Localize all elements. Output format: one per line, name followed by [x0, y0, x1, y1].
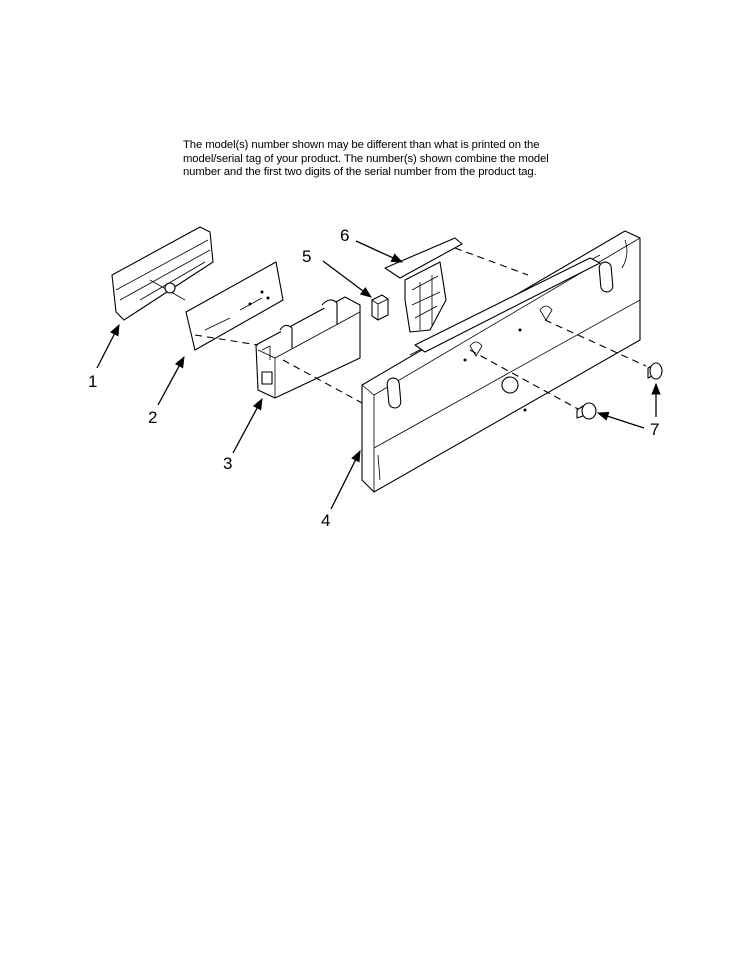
part-2-circuit-board: [186, 262, 283, 350]
note-line-2: model/serial tag of your product. The number(s) shown combine the model: [183, 152, 549, 165]
callout-6: 6: [340, 226, 350, 245]
callout-2: 2: [148, 408, 158, 427]
part-5-connector: [372, 295, 388, 320]
callout-3: 3: [223, 454, 233, 473]
note-line-1: The model(s) number shown may be different than what is printed on the: [183, 139, 540, 151]
part-3-control-housing: [256, 297, 360, 398]
callout-1: 1: [88, 372, 98, 391]
callout-4: 4: [321, 511, 331, 530]
callout-5: 5: [302, 247, 312, 266]
callout-7: 7: [650, 420, 660, 439]
note-line-3: number and the first two digits of the serial number from the product tag.: [183, 166, 537, 178]
part-6-latch: [385, 238, 462, 332]
part-7-fasteners: [577, 363, 662, 419]
